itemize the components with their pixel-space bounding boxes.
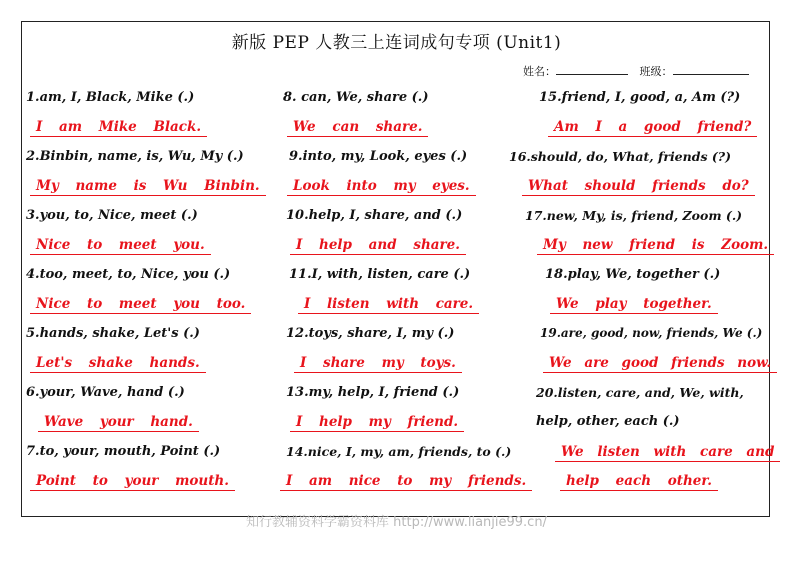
question-17: 17.new, My, is, friend, Zoom (.): [525, 208, 743, 223]
question-18: 18.play, We, together (.): [545, 267, 721, 282]
name-class-bar: [523, 63, 749, 79]
answer-5: Let's shake hands.: [30, 355, 206, 373]
class-blank[interactable]: [673, 63, 749, 75]
answer-4: Nice to meet you too.: [30, 296, 251, 314]
answer-9: Look into my eyes.: [287, 178, 476, 196]
question-4: 4.too, meet, to, Nice, you (.): [26, 267, 231, 282]
question-13: 13.my, help, I, friend (.): [286, 385, 460, 400]
question-6: 6.your, Wave, hand (.): [26, 385, 185, 400]
question-20-line2: help, other, each (.): [536, 414, 680, 429]
answer-3: Nice to meet you.: [30, 237, 211, 255]
answer-10: I help and share.: [290, 237, 466, 255]
class-label: 班级：: [639, 65, 673, 78]
answer-8: We can share.: [287, 119, 428, 137]
question-5: 5.hands, shake, Let's (.): [26, 326, 200, 341]
answer-17: My new friend is Zoom.: [537, 237, 774, 255]
question-15: 15.friend, I, good, a, Am (?): [539, 90, 741, 105]
answer-19: We are good friends now.: [543, 355, 777, 373]
answer-7: Point to your mouth.: [30, 473, 235, 491]
answer-14: I am nice to my friends.: [280, 473, 532, 491]
question-3: 3.you, to, Nice, meet (.): [26, 208, 198, 223]
question-14: 14.nice, I, my, am, friends, to (.): [286, 444, 512, 459]
question-12: 12.toys, share, I, my (.): [286, 326, 455, 341]
question-20: 20.listen, care, and, We, with,: [536, 385, 744, 400]
answer-11: I listen with care.: [298, 296, 479, 314]
answer-20-line2: help each other.: [560, 473, 718, 491]
answer-2: My name is Wu Binbin.: [30, 178, 266, 196]
footer-watermark: 知行教辅资料学霸资料库 http://www.lianjie99.cn/: [246, 515, 547, 530]
question-9: 9.into, my, Look, eyes (.): [289, 149, 468, 164]
question-16: 16.should, do, What, friends (?): [509, 149, 732, 164]
answer-1: I am Mike Black.: [30, 119, 207, 137]
answer-6: Wave your hand.: [38, 414, 199, 432]
name-blank[interactable]: [556, 63, 628, 75]
question-7: 7.to, your, mouth, Point (.): [26, 444, 221, 459]
answer-20: We listen with care and: [555, 444, 780, 462]
question-10: 10.help, I, share, and (.): [286, 208, 463, 223]
page-title: 新版 PEP 人教三上连词成句专项 (Unit1): [231, 33, 562, 53]
question-8: 8. can, We, share (.): [283, 90, 429, 105]
answer-18: We play together.: [550, 296, 718, 314]
answer-16: What should friends do?: [522, 178, 755, 196]
question-2: 2.Binbin, name, is, Wu, My (.): [26, 149, 244, 164]
question-19: 19.are, good, now, friends, We (.): [540, 326, 763, 340]
answer-15: Am I a good friend?: [548, 119, 757, 137]
question-11: 11.I, with, listen, care (.): [289, 267, 471, 282]
question-1: 1.am, I, Black, Mike (.): [26, 90, 195, 105]
answer-12: I share my toys.: [294, 355, 462, 373]
answer-13: I help my friend.: [290, 414, 464, 432]
name-label: 姓名：: [523, 65, 556, 78]
